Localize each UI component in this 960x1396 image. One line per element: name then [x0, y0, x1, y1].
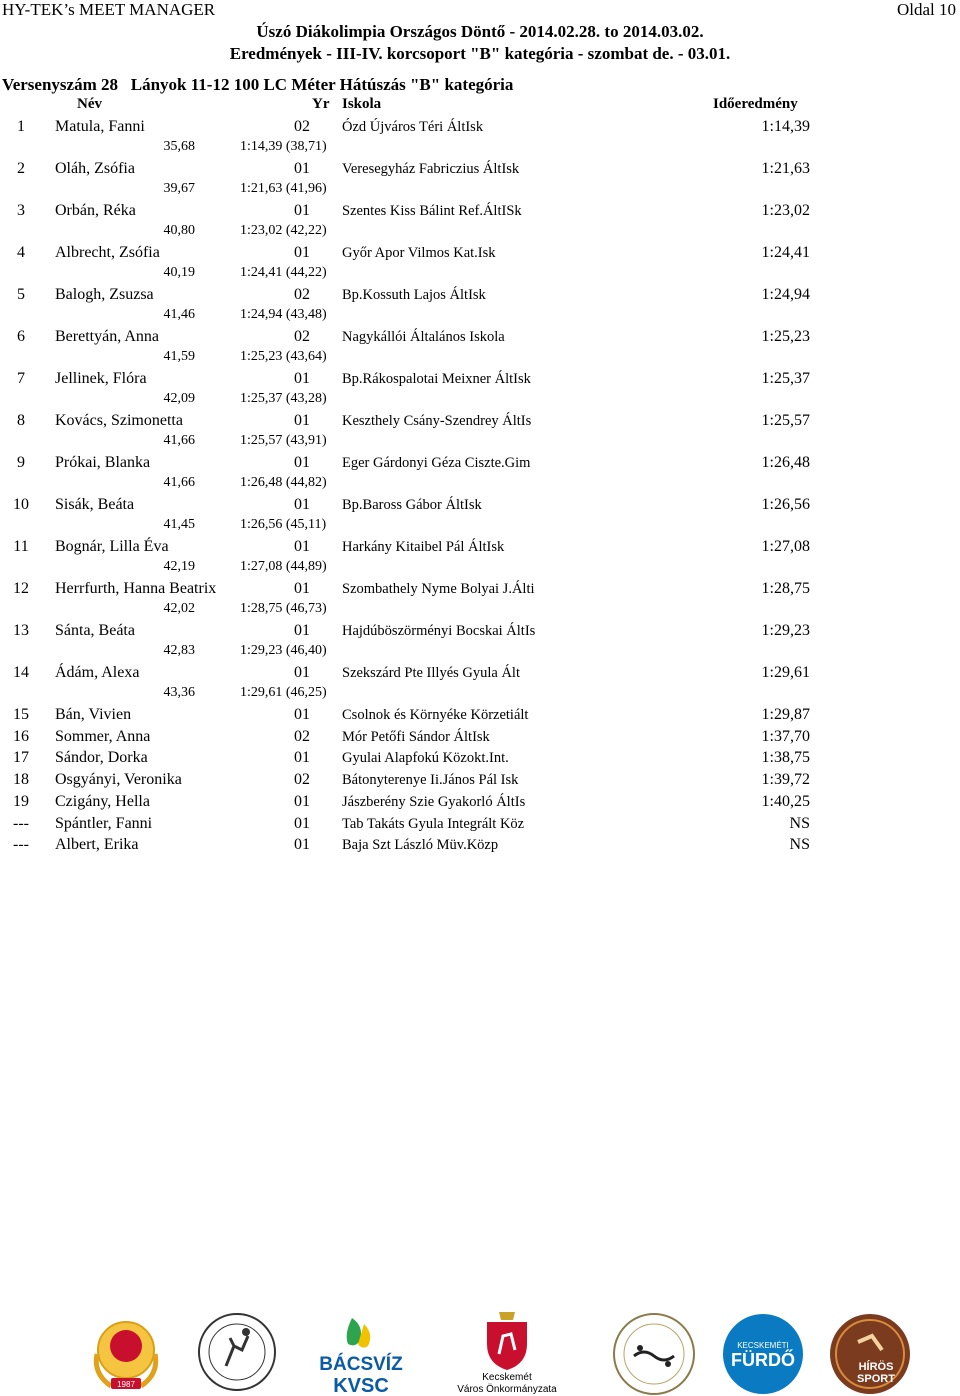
result-place: 6 — [17, 328, 25, 345]
result-place: 1 — [17, 118, 25, 135]
split-100m: 1:29,23 (46,40) — [240, 643, 327, 658]
result-row — [0, 706, 960, 726]
split-50m: 41,66 — [163, 433, 195, 448]
split-100m: 1:27,08 (44,89) — [240, 559, 327, 574]
sponsor-logos — [0, 1308, 960, 1396]
split-100m: 1:21,63 (41,96) — [240, 181, 327, 196]
final-time: 1:29,61 — [761, 664, 810, 681]
result-place: 14 — [13, 664, 29, 681]
result-place: 10 — [13, 496, 29, 513]
split-50m: 41,45 — [163, 517, 195, 532]
session-title: Eredmények - III-IV. korcsoport "B" kategória - szombat de. - 03.01. — [229, 44, 731, 63]
school-name: Bátonyterenye Ii.János Pál Isk — [342, 772, 519, 789]
split-100m: 1:24,94 (43,48) — [240, 307, 327, 322]
result-row — [0, 749, 960, 769]
birth-year: 01 — [294, 836, 310, 854]
school-name: Jászberény Szie Gyakorló ÁltIs — [342, 793, 526, 810]
swimmer-name: Matula, Fanni — [55, 118, 145, 135]
birth-year: 01 — [294, 412, 310, 429]
result-row — [0, 370, 960, 390]
result-place: 7 — [17, 370, 25, 387]
split-50m: 41,66 — [163, 475, 195, 490]
school-name: Szentes Kiss Bálint Ref.ÁltISk — [342, 203, 522, 219]
split-50m: 40,80 — [163, 223, 195, 238]
birth-year: 02 — [294, 727, 310, 745]
swimmer-name: Prókai, Blanka — [55, 454, 151, 471]
swimmer-name: Albert, Erika — [55, 836, 139, 854]
final-time: 1:23,02 — [761, 202, 810, 219]
final-time: 1:25,37 — [761, 370, 810, 387]
final-time: 1:29,87 — [761, 706, 810, 723]
birth-year: 01 — [294, 160, 310, 177]
result-place: 3 — [17, 202, 25, 219]
final-time: 1:37,70 — [761, 727, 810, 745]
school-name: Csolnok és Környéke Körzetiált — [342, 707, 529, 723]
final-time: 1:24,41 — [761, 244, 810, 261]
school-name: Bp.Baross Gábor ÁltIsk — [342, 497, 482, 513]
birth-year: 01 — [294, 706, 310, 723]
split-row — [0, 475, 960, 493]
final-time: 1:29,23 — [761, 622, 810, 639]
column-header-name: Név — [77, 96, 102, 112]
result-place: 11 — [13, 538, 29, 555]
school-name: Bp.Kossuth Lajos ÁltIsk — [342, 287, 486, 303]
swimmer-name: Sánta, Beáta — [55, 622, 135, 639]
furdo-top-text: KECSKEMÉTI — [737, 1341, 789, 1350]
school-name: Ózd Újváros Téri ÁltIsk — [342, 119, 484, 135]
final-time: 1:38,75 — [761, 749, 810, 767]
diaksport-logo — [196, 1310, 278, 1394]
final-time: 1:26,48 — [761, 454, 810, 471]
furdo-main-text: FÜRDŐ — [731, 1350, 795, 1370]
page-number: Oldal 10 — [896, 0, 956, 19]
result-row — [0, 664, 960, 684]
result-row — [0, 538, 960, 558]
result-row — [0, 412, 960, 432]
column-header-time: Időeredmény — [713, 96, 798, 112]
final-time: 1:40,25 — [761, 792, 810, 810]
split-100m: 1:14,39 (38,71) — [240, 139, 327, 154]
school-name: Nagykállói Általános Iskola — [342, 329, 505, 345]
school-name: Gyulai Alapfokú Közokt.Int. — [342, 750, 509, 767]
result-row — [0, 815, 960, 835]
split-50m: 43,36 — [163, 685, 195, 700]
result-row — [0, 836, 960, 856]
split-50m: 42,02 — [163, 601, 195, 616]
swimmer-name: Kovács, Szimonetta — [55, 412, 183, 429]
split-50m: 41,46 — [163, 307, 195, 322]
swimmer-name: Spántler, Fanni — [55, 814, 153, 832]
school-name: Keszthely Csány-Szendrey ÁltIs — [342, 413, 532, 429]
school-name: Szombathely Nyme Bolyai J.Álti — [342, 581, 535, 597]
school-name: Eger Gárdonyi Géza Ciszte.Gim — [342, 455, 531, 471]
school-name: Harkány Kitaibel Pál ÁltIsk — [342, 539, 505, 555]
result-place: 12 — [13, 580, 29, 597]
final-time: 1:28,75 — [761, 580, 810, 597]
split-row — [0, 559, 960, 577]
bacsviz-name: BÁCSVÍZ — [319, 1354, 403, 1375]
split-row — [0, 223, 960, 241]
swimmer-name: Bán, Vivien — [55, 706, 132, 723]
swimming-federation-logo — [612, 1312, 696, 1396]
school-name: Hajdúböszörményi Bocskai ÁltIs — [342, 623, 536, 639]
split-100m: 1:25,23 (43,64) — [240, 349, 327, 364]
column-header-school: Iskola — [342, 96, 382, 112]
result-row — [0, 771, 960, 791]
swimmer-name: Ádám, Alexa — [55, 664, 140, 681]
kecskemet-caption-2: Város Önkormányzata — [457, 1384, 557, 1395]
result-row — [0, 496, 960, 516]
result-place: 5 — [17, 286, 25, 303]
birth-year: 02 — [294, 328, 310, 345]
hiros-sport-logo — [828, 1312, 912, 1396]
swimmer-name: Berettyán, Anna — [55, 328, 159, 345]
final-time: 1:39,72 — [761, 771, 810, 789]
swimmer-name: Albrecht, Zsófia — [55, 244, 160, 261]
birth-year: 02 — [294, 286, 310, 303]
result-row — [0, 118, 960, 138]
split-50m: 39,67 — [163, 181, 195, 196]
split-row — [0, 307, 960, 325]
hungarian-swimming-association-logo — [87, 1314, 165, 1394]
split-50m: 42,83 — [163, 643, 195, 658]
split-100m: 1:25,57 (43,91) — [240, 433, 327, 448]
birth-year: 01 — [294, 664, 310, 681]
result-row — [0, 622, 960, 642]
birth-year: 01 — [294, 454, 310, 471]
birth-year: 02 — [294, 118, 310, 135]
swimmer-name: Orbán, Réka — [55, 202, 136, 219]
result-place: 18 — [13, 771, 29, 789]
final-time: 1:24,94 — [761, 286, 810, 303]
result-row — [0, 454, 960, 474]
split-100m: 1:25,37 (43,28) — [240, 391, 327, 406]
result-place: 13 — [13, 622, 29, 639]
birth-year: 02 — [294, 771, 310, 789]
kecskemet-caption-1: Kecskemét — [482, 1372, 532, 1383]
birth-year: 01 — [294, 814, 310, 832]
final-time: 1:27,08 — [761, 538, 810, 555]
kecskemet-coat-of-arms — [477, 1310, 537, 1372]
final-time: NS — [789, 814, 810, 832]
split-100m: 1:26,48 (44,82) — [240, 475, 327, 490]
swimmer-name: Herrfurth, Hanna Beatrix — [55, 580, 217, 597]
birth-year: 01 — [294, 749, 310, 767]
result-row — [0, 580, 960, 600]
result-row — [0, 244, 960, 264]
birth-year: 01 — [294, 202, 310, 219]
school-name: Bp.Rákospalotai Meixner ÁltIsk — [342, 371, 531, 387]
final-time: 1:25,23 — [761, 328, 810, 345]
result-place: 15 — [13, 706, 29, 723]
swimmer-name: Bognár, Lilla Éva — [55, 538, 169, 555]
school-name: Baja Szt László Müv.Közp — [342, 837, 499, 854]
column-header-yr: Yr — [312, 96, 330, 112]
split-50m: 35,68 — [163, 139, 195, 154]
final-time: 1:21,63 — [761, 160, 810, 177]
swimmer-name: Sándor, Dorka — [55, 749, 148, 767]
split-row — [0, 181, 960, 199]
final-time: 1:14,39 — [761, 118, 810, 135]
split-100m: 1:26,56 (45,11) — [240, 517, 327, 532]
split-50m: 41,59 — [163, 349, 195, 364]
result-place: 9 — [17, 454, 25, 471]
result-place: 4 — [17, 244, 25, 261]
swimmer-name: Czigány, Hella — [55, 792, 150, 810]
sport-text: SPORT — [857, 1373, 895, 1385]
result-place: 2 — [17, 160, 25, 177]
kvsc-name: KVSC — [333, 1375, 389, 1396]
result-place: --- — [13, 814, 29, 832]
final-time: 1:25,57 — [761, 412, 810, 429]
split-row — [0, 391, 960, 409]
result-place: 8 — [17, 412, 25, 429]
school-name: Tab Takáts Gyula Integrált Köz — [342, 815, 525, 832]
result-row — [0, 328, 960, 348]
event-title: Versenyszám 28 Lányok 11-12 100 LC Méter Hátúszás "B" kategória — [2, 75, 514, 94]
result-place: --- — [13, 836, 29, 854]
birth-year: 01 — [294, 580, 310, 597]
school-name: Győr Apor Vilmos Kat.Isk — [342, 245, 496, 261]
birth-year: 01 — [294, 538, 310, 555]
result-row — [0, 202, 960, 222]
swimmer-name: Balogh, Zsuzsa — [55, 286, 154, 303]
swimmer-name: Sisák, Beáta — [55, 496, 135, 513]
result-place: 16 — [13, 727, 29, 745]
school-name: Mór Petőfi Sándor ÁltIsk — [342, 728, 490, 745]
result-row — [0, 728, 960, 748]
swimmer-name: Jellinek, Flóra — [55, 370, 147, 387]
split-row — [0, 643, 960, 661]
birth-year: 01 — [294, 792, 310, 810]
split-row — [0, 601, 960, 619]
split-row — [0, 265, 960, 283]
swimmer-name: Osgyányi, Veronika — [55, 771, 182, 789]
result-place: 17 — [13, 749, 29, 767]
final-time: 1:26,56 — [761, 496, 810, 513]
kecskemeti-furdo-logo — [720, 1312, 806, 1396]
birth-year: 01 — [294, 244, 310, 261]
split-100m: 1:29,61 (46,25) — [240, 685, 327, 700]
birth-year: 01 — [294, 496, 310, 513]
swimmer-name: Sommer, Anna — [55, 727, 151, 745]
split-row — [0, 685, 960, 703]
split-50m: 42,09 — [163, 391, 195, 406]
split-row — [0, 349, 960, 367]
birth-year: 01 — [294, 370, 310, 387]
split-100m: 1:23,02 (42,22) — [240, 223, 327, 238]
swimmer-name: Oláh, Zsófia — [55, 160, 135, 177]
school-name: Veresegyház Fabriczius ÁltIsk — [342, 161, 520, 177]
result-row — [0, 160, 960, 180]
school-name: Szekszárd Pte Illyés Gyula Ált — [342, 665, 520, 681]
split-row — [0, 139, 960, 157]
split-50m: 40,19 — [163, 265, 195, 280]
result-row — [0, 286, 960, 306]
result-place: 19 — [13, 792, 29, 810]
split-row — [0, 517, 960, 535]
logo-year: 1987 — [117, 1380, 135, 1389]
split-50m: 42,19 — [163, 559, 195, 574]
split-100m: 1:24,41 (44,22) — [240, 265, 327, 280]
result-row — [0, 793, 960, 813]
hiros-text: HÍRÖS — [858, 1361, 894, 1373]
split-row — [0, 433, 960, 451]
final-time: NS — [789, 836, 810, 854]
app-name: HY-TEK’s MEET MANAGER — [2, 0, 216, 19]
birth-year: 01 — [294, 622, 310, 639]
bacsviz-logo — [308, 1314, 414, 1396]
meet-title: Úszó Diákolimpia Országos Döntő - 2014.02.28. to 2014.03.02. — [256, 22, 704, 41]
split-100m: 1:28,75 (46,73) — [240, 601, 327, 616]
